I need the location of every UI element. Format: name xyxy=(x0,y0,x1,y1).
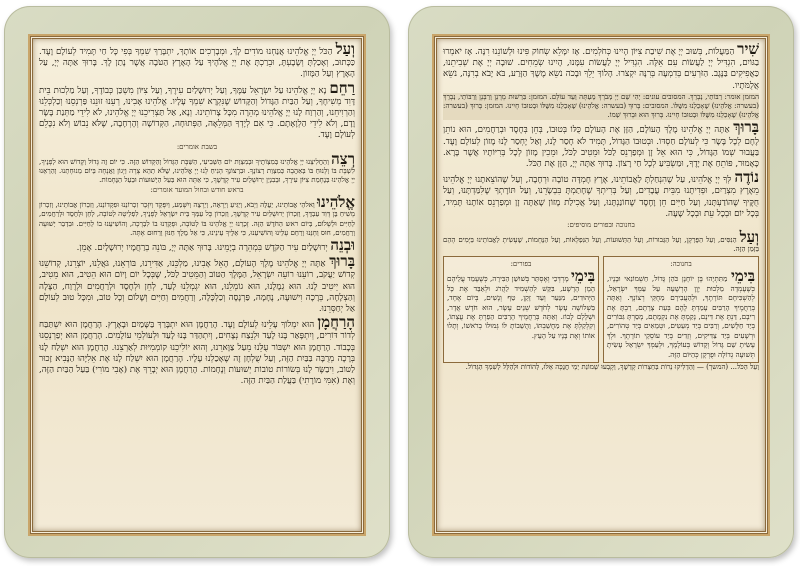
paragraph-text: הַכֹּל יְיָ אֱלֹהֵינוּ אֲנַחְנוּ מוֹדִים לָךְ, וּמְבָרְכִים אוֹתָךְ, יִתְבָּרַךְ שִׁמְךָ בְּפִי כָּל חַי תָּמִיד לְעוֹלָם וָעֶד. כַּכָּתוּב, וְאָכַלְתָּ וְשָׂבָעְתָּ, וּבֵרַכְתָּ אֶת יְיָ אֱלֹהֶיךָ עַל הָאָרֶץ הַטֹּבָה אֲשֶׁר נָתַן לָךְ. בָּרוּךְ אַתָּה יְיָ, עַל הָאָרֶץ וְעַל הַמָּזוֹן. xyxy=(39,47,355,80)
paragraph-lead-word: בָּרוּךְ xyxy=(329,252,355,271)
paragraph-text: יְרוּשָׁלַיִם עִיר הַקֹּדֶשׁ בִּמְהֵרָה בְיָמֵינוּ. בָּרוּךְ אַתָּה יְיָ, בּוֹנֵה בְרַחֲמָיו יְרוּשָׁלָיִם. אָמֵן. xyxy=(76,243,328,254)
chanukah-lead-word: בִּימֵי xyxy=(730,267,755,286)
paragraph-lead-word: וְעַל xyxy=(335,40,355,58)
paragraph-text: נָא יְיָ אֱלֹהֵינוּ עַל יִשְׂרָאֵל עַמֶּךָ, וְעַל יְרוּשָׁלַיִם עִירֶךָ, וְעַל צִיּוֹן מִשְׁכַּן כְּבוֹדֶךָ, וְעַל מַלְכוּת בֵּית דָּוִד מְשִׁיחֶךָ, וְעַל הַבַּיִת הַגָּדוֹל וְהַקָּדוֹשׁ שֶׁנִּקְרָא שִׁמְךָ עָלָיו. אֱלֹהֵינוּ אָבִינוּ, רְעֵנוּ זוּנֵנוּ פַּרְנְסֵנוּ וְכַלְכְּלֵנוּ וְהַרְוִיחֵנוּ, וְהַרְוַח לָנוּ יְיָ אֱלֹהֵינוּ מְהֵרָה מִכָּל צָרוֹתֵינוּ. וְנָא, אַל תַּצְרִיכֵנוּ יְיָ אֱלֹהֵינוּ, לֹא לִידֵי מַתְּנַת בָּשָׂר וָדָם, וְלֹא לִידֵי הַלְוָאָתָם. כִּי אִם לְיָדְךָ הַמְּלֵאָה, הַפְּתוּחָה, הַקְּדוֹשָׁה וְהָרְחָבָה, שֶׁלֹּא נֵבוֹשׁ וְלֹא נִכָּלֵם לְעוֹלָם וָעֶד. xyxy=(39,85,355,141)
paragraph-text: אַתָּה יְיָ אֱלֹהֵינוּ מֶלֶךְ הָעוֹלָם, הַזָּן אֶת הָעוֹלָם כֻּלּוֹ בְּטוּבוֹ, בְּחֵן בְּחֶסֶד וּבְרַחֲמִים, הוּא נוֹתֵן לֶחֶם לְכָל בָּשָׂר כִּי לְעוֹלָם חַסְדּוֹ. וּבְטוּבוֹ הַגָּדוֹל, תָּמִיד לֹא חָסַר לָנוּ, וְאַל יֶחְסַר לָנוּ מָזוֹן לְעוֹלָם וָעֶד. בַּעֲבוּר שְׁמוֹ הַגָּדוֹל, כִּי הוּא אֵל זָן וּמְפַרְנֵס לַכֹּל וּמֵטִיב לַכֹּל, וּמֵכִין מָזוֹן לְכָל בְּרִיּוֹתָיו אֲשֶׁר בָּרָא. כָּאָמוּר, פּוֹתֵחַ אֶת יָדֶךָ, וּמַשְׂבִּיעַ לְכָל חַי רָצוֹן. בָּרוּךְ אַתָּה יְיָ, הַזָּן אֶת הַכֹּל. xyxy=(443,125,759,170)
purim-paragraph xyxy=(447,267,595,340)
right-page-content xyxy=(443,40,760,527)
section-heading: בראש חודש ובחול המועד אומרים: xyxy=(150,186,244,195)
chanukah-column xyxy=(603,256,759,363)
section-heading: בשבת אומרים: xyxy=(176,142,218,151)
paragraph-text: וְהַחֲלִיצֵנוּ יְיָ אֱלֹהֵינוּ בְּמִצְוֹתֶיךָ וּבְמִצְוַת יוֹם הַשְּׁבִיעִי, הַשַּׁבָּת הַגָּדוֹל וְהַקָּדוֹשׁ הַזֶּה. כִּי יוֹם זֶה גָּדוֹל וְקָדוֹשׁ הוּא לְפָנֶיךָ, לִשְׁבָּת בּוֹ וְלָנוּחַ בּוֹ בְּאַהֲבָה כְּמִצְוַת רְצוֹנֶךָ. וּבִרְצוֹנְךָ הָנִיחַ לָנוּ יְיָ אֱלֹהֵינוּ, שֶׁלֹּא תְהֵא צָרָה וְיָגוֹן וַאֲנָחָה בְּיוֹם מְנוּחָתֵנוּ. וְהַרְאֵנוּ יְיָ אֱלֹהֵינוּ בְּנֶחָמַת צִיּוֹן עִירֶךָ, וּבְבִנְיַן יְרוּשָׁלַיִם עִיר קָדְשֶׁךָ, כִּי אַתָּה הוּא בַּעַל הַיְשׁוּעוֹת וּבַעַל הַנֶּחָמוֹת. xyxy=(39,157,355,185)
paragraph-text: הוּא יִמְלוֹךְ עָלֵינוּ לְעוֹלָם וָעֶד. הָרַחֲמָן הוּא יִתְבָּרַךְ בַּשָּׁמַיִם וּבָאָרֶץ. הָרַחֲמָן הוּא יִשְׁתַּבַּח לְדוֹר דּוֹרִים, וְיִתְפָּאַר בָּנוּ לָעַד וּלְנֵצַח נְצָחִים, וְיִתְהַדַּר בָּנוּ לָעַד וּלְעוֹלְמֵי עוֹלָמִים. הָרַחֲמָן הוּא יְפַרְנְסֵנוּ בְּכָבוֹד. הָרַחֲמָן הוּא יִשְׁבּוֹר עֻלֵּנוּ מֵעַל צַוָּארֵנוּ, וְהוּא יוֹלִיכֵנוּ קוֹמְמִיּוּת לְאַרְצֵנוּ. הָרַחֲמָן הוּא יִשְׁלַח לָנוּ בְּרָכָה מְרֻבָּה בַּבַּיִת הַזֶּה, וְעַל שֻׁלְחָן זֶה שֶׁאָכַלְנוּ עָלָיו. הָרַחֲמָן הוּא יִשְׁלַח לָנוּ אֶת אֵלִיָּהוּ הַנָּבִיא זָכוּר לַטּוֹב, וִיבַשֶּׂר לָנוּ בְּשׂוֹרוֹת טוֹבוֹת יְשׁוּעוֹת וְנֶחָמוֹת. הָרַחֲמָן הוּא יְבָרֵךְ אֶת (אָבִי מוֹרִי) בַּעַל הַבַּיִת הַזֶּה, וְאֶת (אִמִּי מוֹרָתִי) בַּעֲלַת הַבַּיִת הַזֶּה. xyxy=(39,320,355,387)
prayer-paragraph xyxy=(39,313,355,387)
paragraph-lead-word: הָרַחֲמָן xyxy=(317,313,355,332)
left-page-frame xyxy=(30,36,364,534)
paragraph-lead-word: אֱלֹהֵינוּ xyxy=(317,193,355,212)
intro-text: הַמַּעֲלוֹת, בְּשׁוּב יְיָ אֶת שִׁיבַת צִיּוֹן הָיִינוּ כְּחֹלְמִים. אָז יִמָּלֵא שְׂחוֹק פִּינוּ וּלְשׁוֹנֵנוּ רִנָּה. אָז יֹאמְרוּ בַגּוֹיִם, הִגְדִּיל יְיָ לַעֲשׂוֹת עִם אֵלֶּה. הִגְדִּיל יְיָ לַעֲשׂוֹת עִמָּנוּ, הָיִינוּ שְׂמֵחִים. שׁוּבָה יְיָ אֶת שְׁבִיתֵנוּ, כַּאֲפִיקִים בַּנֶּגֶב. הַזֹּרְעִים בְּדִמְעָה בְּרִנָּה יִקְצֹרוּ. הָלוֹךְ יֵלֵךְ וּבָכֹה נֹשֵׂא מֶשֶׁךְ הַזָּרַע, בֹּא יָבֹא בְרִנָּה, נֹשֵׂא אֲלֻמֹּתָיו. xyxy=(443,47,759,91)
prayer-paragraph xyxy=(39,149,356,186)
prayer-paragraph xyxy=(443,118,760,170)
paragraph-lead-word: רְצֵה xyxy=(331,149,356,168)
purim-lead-word: בִּימֵי xyxy=(571,267,595,286)
paragraph-lead-word: וּבְנֵה xyxy=(330,236,355,255)
paragraph-text: וֵאלֹהֵי אֲבוֹתֵינוּ, יַעֲלֶה וְיָבֹא, וְיַגִּיעַ וְיֵרָאֶה, וְיֵרָצֶה וְיִשָּׁמַע, וְיִפָּקֵד וְיִזָּכֵר זִכְרוֹנֵנוּ וּפִקְדוֹנֵנוּ, וְזִכְרוֹן אֲבוֹתֵינוּ, וְזִכְרוֹן מָשִׁיחַ בֶּן דָּוִד עַבְדֶּךָ, וְזִכְרוֹן יְרוּשָׁלַיִם עִיר קָדְשֶׁךָ, וְזִכְרוֹן כָּל עַמְּךָ בֵּית יִשְׂרָאֵל לְפָנֶיךָ, לִפְלֵיטָה לְטוֹבָה, לְחֵן וּלְחֶסֶד וּלְרַחֲמִים, לְחַיִּים וּלְשָׁלוֹם, בְּיוֹם ראש הַחֹדֶשׁ הַזֶּה. זָכְרֵנוּ יְיָ אֱלֹהֵינוּ בּוֹ לְטוֹבָה, וּפָקְדֵנוּ בוֹ לִבְרָכָה, וְהוֹשִׁיעֵנוּ בוֹ לְחַיִּים. וּבִדְבַר יְשׁוּעָה וְרַחֲמִים, חוּס וְחָנֵּנוּ וְרַחֵם עָלֵינוּ וְהוֹשִׁיעֵנוּ, כִּי אֵלֶיךָ עֵינֵינוּ, כִּי אֵל מֶלֶךְ חַנּוּן וְרַחוּם אָתָּה. xyxy=(39,201,355,237)
right-sections xyxy=(443,118,760,254)
chanukah-text: מַתִּתְיָהוּ בֶּן יוֹחָנָן כֹּהֵן גָּדוֹל, חַשְׁמוֹנַאי וּבָנָיו, כְּשֶׁעָמְדָה מַלְכוּת יָוָן הָרְשָׁעָה עַל עַמְּךָ יִשְׂרָאֵל, לְהַשְׁכִּיחָם תּוֹרָתֶךָ, וּלְהַעֲבִירָם מֵחֻקֵּי רְצוֹנֶךָ. וְאַתָּה בְּרַחֲמֶיךָ הָרַבִּים עָמַדְתָּ לָהֶם בְּעֵת צָרָתָם, רַבְתָּ אֶת רִיבָם, דַּנְתָּ אֶת דִּינָם, נָקַמְתָּ אֶת נִקְמָתָם, מָסַרְתָּ גִּבּוֹרִים בְּיַד חַלָּשִׁים, וְרַבִּים בְּיַד מְעַטִּים, וּטְמֵאִים בְּיַד טְהוֹרִים, וּרְשָׁעִים בְּיַד צַדִּיקִים, וְזֵדִים בְּיַד עוֹסְקֵי תוֹרָתֶךָ. וּלְךָ עָשִׂיתָ שֵׁם גָּדוֹל וְקָדוֹשׁ בְּעוֹלָמֶךָ, וּלְעַמְּךָ יִשְׂרָאֵל עָשִׂיתָ תְּשׁוּעָה גְדוֹלָה וּפֻרְקָן כְּהַיּוֹם הַזֶּה. xyxy=(607,274,755,359)
prayer-paragraph xyxy=(39,193,355,238)
chanukah-paragraph xyxy=(607,267,755,359)
right-page-frame xyxy=(434,36,768,534)
chanukah-heading: בחנוכה: xyxy=(670,260,692,269)
right-card xyxy=(408,6,794,558)
prayer-paragraph xyxy=(39,252,355,315)
purim-text: מָרְדְּכַי וְאֶסְתֵּר בְּשׁוּשַׁן הַבִּירָה, כְּשֶׁעָמַד עֲלֵיהֶם הָמָן הָרָשָׁע, בִּקֵּשׁ לְהַשְׁמִיד לַהֲרֹג וּלְאַבֵּד אֶת כָּל הַיְּהוּדִים, מִנַּעַר וְעַד זָקֵן, טַף וְנָשִׁים, בְּיוֹם אֶחָד, בִּשְׁלוֹשָׁה עָשָׂר לְחֹדֶשׁ שְׁנֵים עָשָׂר, הוּא חֹדֶשׁ אֲדָר, וּשְׁלָלָם לָבוֹז. וְאַתָּה בְּרַחֲמֶיךָ הָרַבִּים הֵפַרְתָּ אֶת עֲצָתוֹ, וְקִלְקַלְתָּ אֶת מַחֲשַׁבְתּוֹ, וַהֲשֵׁבוֹתָ לּוֹ גְּמוּלוֹ בְרֹאשׁוֹ, וְתָלוּ אוֹתוֹ וְאֶת בָּנָיו עַל הָעֵץ. xyxy=(447,274,595,340)
two-column-area xyxy=(443,256,759,363)
zimmun-paragraph: המזמן אומר: רַבּוֹתַי, נְבָרֵךְ. המסובים עונים: יְהִי שֵׁם יְיָ מְבֹרָךְ מֵעַתָּה וְעַד עוֹלָם. המזמן: בִּרְשׁוּת מָרָנָן וְרַבָּנָן וְרַבּוֹתַי, נְבָרֵךְ (בעשרה: אֱלֹהֵינוּ) שֶׁאָכַלְנוּ מִשֶּׁלּוֹ. המסובים: בָּרוּךְ (בעשרה: אֱלֹהֵינוּ) שֶׁאָכַלְנוּ מִשֶּׁלּוֹ וּבְטוּבוֹ חָיִינוּ. המזמן: בָּרוּךְ (בעשרה: אֱלֹהֵינוּ) שֶׁאָכַלְנוּ מִשֶּׁלּוֹ וּבְטוּבוֹ חָיִינוּ. בָּרוּךְ הוּא וּבָרוּךְ שְׁמוֹ. xyxy=(443,92,759,120)
prayer-paragraph xyxy=(443,228,759,254)
paragraph-lead-word: וְעַל xyxy=(739,228,759,247)
intro-paragraph xyxy=(443,40,759,92)
paragraph-text: אַתָּה יְיָ אֱלֹהֵינוּ מֶלֶךְ הָעוֹלָם, הָאֵל אָבִינוּ, מַלְכֵּנוּ, אַדִּירֵנוּ, בּוֹרְאֵנוּ, גֹּאֲלֵנוּ, יוֹצְרֵנוּ, קְדוֹשֵׁנוּ קְדוֹשׁ יַעֲקֹב, רוֹעֵנוּ רוֹעֵה יִשְׂרָאֵל, הַמֶּלֶךְ הַטּוֹב וְהַמֵּטִיב לַכֹּל, שֶׁבְּכָל יוֹם וָיוֹם הוּא הֵטִיב, הוּא מֵטִיב, הוּא יֵיטִיב לָנוּ. הוּא גְמָלָנוּ, הוּא גוֹמְלֵנוּ, הוּא יִגְמְלֵנוּ לָעַד, לְחֵן וּלְחֶסֶד וּלְרַחֲמִים וּלְרֶוַח, הַצָּלָה וְהַצְלָחָה, בְּרָכָה וִישׁוּעָה, נֶחָמָה, פַּרְנָסָה וְכַלְכָּלָה, וְרַחֲמִים וְחַיִּים וְשָׁלוֹם וְכָל טוֹב, וּמִכָּל טוּב לְעוֹלָם אַל יְחַסְּרֵנוּ. xyxy=(39,259,355,315)
closing-paragraph: וְעַל הַכֹּל... (המשך) — וְהַדְלִיקוּ נֵרוֹת בְּחַצְרוֹת קָדְשֶׁךָ, וְקָבְעוּ שְׁמוֹנַת יְמֵי חֲנֻכָּה אֵלּוּ, לְהוֹדוֹת וּלְהַלֵּל לְשִׁמְךָ הַגָּדוֹל. xyxy=(465,363,759,372)
left-card xyxy=(4,6,390,558)
paragraph-lead-word: בָּרוּךְ xyxy=(733,118,760,137)
paragraph-text: הַנִּסִּים, וְעַל הַפֻּרְקָן, וְעַל הַגְּבוּרוֹת, וְעַל הַתְּשׁוּעוֹת, וְעַל הַנִּפְלָאוֹת, וְעַל הַנֶּחָמוֹת, שֶׁעָשִׂיתָ לַאֲבוֹתֵינוּ בַּיָּמִים הָהֵם בַּזְּמַן הַזֶּה. xyxy=(443,236,759,254)
paragraph-lead-word: נוֹדֶה xyxy=(734,168,760,187)
intro-lead-word: שִׁיר xyxy=(737,40,759,58)
paragraph-lead-word: רַחֵם xyxy=(329,78,355,97)
purim-column xyxy=(443,256,599,363)
purim-heading: בפורים: xyxy=(510,260,532,269)
prayer-paragraph xyxy=(39,40,355,81)
prayer-paragraph xyxy=(443,168,760,220)
prayer-paragraph xyxy=(39,236,355,255)
prayer-paragraph xyxy=(39,78,355,142)
left-page-content xyxy=(39,40,356,527)
paragraph-text: לְּךָ יְיָ אֱלֹהֵינוּ, עַל שֶׁהִנְחַלְתָּ לַאֲבוֹתֵינוּ, אֶרֶץ חֶמְדָּה טוֹבָה וּרְחָבָה, וְעַל שֶׁהוֹצֵאתָנוּ יְיָ אֱלֹהֵינוּ מֵאֶרֶץ מִצְרַיִם, וּפְדִיתָנוּ מִבֵּית עֲבָדִים, וְעַל בְּרִיתְךָ שֶׁחָתַמְתָּ בִּבְשָׂרֵנוּ, וְעַל תּוֹרָתְךָ שֶׁלִּמַּדְתָּנוּ, וְעַל חֻקֶּיךָ שֶׁהוֹדַעְתָּנוּ, וְעַל חַיִּים חֵן וָחֶסֶד שֶׁחוֹנַנְתָּנוּ, וְעַל אֲכִילַת מָזוֹן שָׁאַתָּה זָן וּמְפַרְנֵס אוֹתָנוּ תָּמִיד, בְּכָל יוֹם וּבְכָל עֵת וּבְכָל שָׁעָה. xyxy=(443,175,759,219)
section-heading: בחנוכה ובפורים מוסיפים: xyxy=(567,221,635,230)
